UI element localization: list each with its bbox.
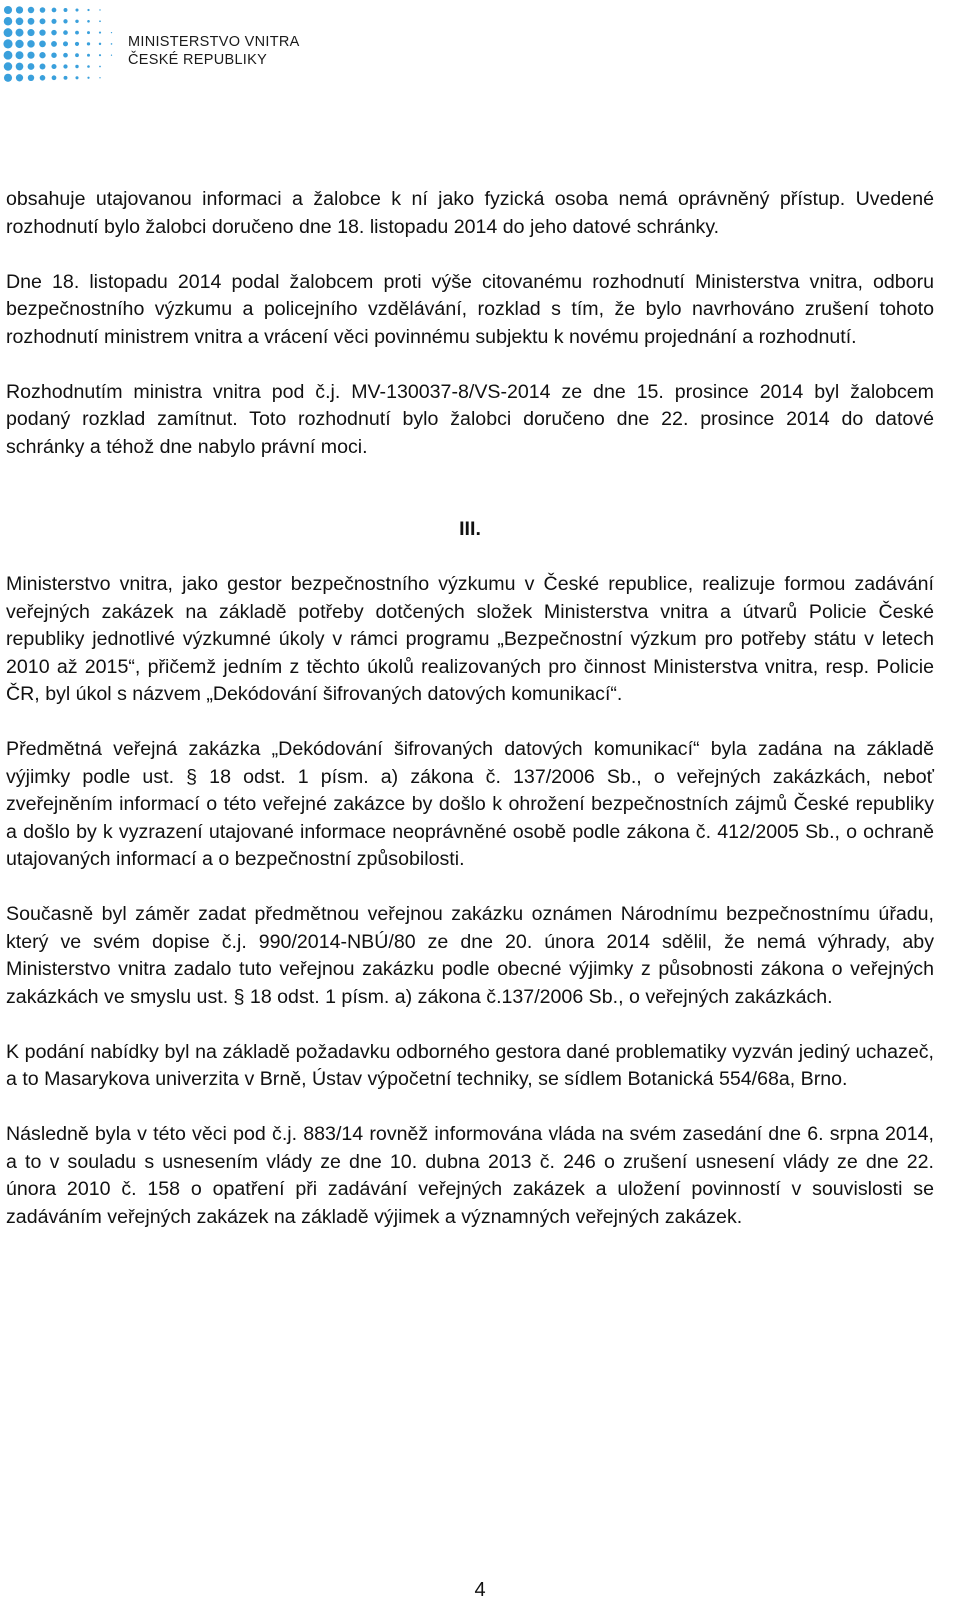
logo-dot — [16, 17, 24, 25]
logo-dot — [99, 54, 101, 56]
logo-dot — [28, 75, 34, 81]
logo-dot — [87, 20, 90, 23]
logo-dot — [111, 43, 113, 45]
logo-dot — [99, 9, 100, 10]
logo-dot — [75, 76, 78, 79]
logo-dot — [39, 29, 45, 35]
logo-dot — [63, 64, 67, 68]
paragraph-4: Ministerstvo vnitra, jako gestor bezpečnostního výzkumu v České republice, realizuje formou zadávání veřejných zakázek na základě potřeby dotčených složek Ministerstva vnitra a útvarů Policie České republiky jednotlivé výzkumné úkoly v rámci programu „Bezpečnostní výzkum pro potřeby státu v letech 2010 až 2015“, přičemž jedním z těchto úkolů realizovaných pro činnost Ministerstva vnitra, resp. Policie ČR, byl úkol s názvem „Dekódování šifrovaných datových komunikací“. — [6, 573, 934, 705]
logo-dot — [40, 18, 46, 24]
logo-dot — [51, 19, 56, 24]
paragraph-3: Rozhodnutím ministra vnitra pod č.j. MV-130037-8/VS-2014 ze dne 15. prosince 2014 byl žalobcem podaný rozklad zamítnut. Toto rozhodnutí bylo žalobci doručeno dne 22. prosince 2014 do datové schránky a téhož dne nabylo právní moci. — [6, 380, 934, 458]
logo-dot — [75, 65, 78, 68]
logo-dot — [87, 77, 89, 79]
logo-dot — [99, 43, 101, 45]
logo-dot — [75, 31, 79, 35]
logo-line-2: ČESKÉ REPUBLIKY — [128, 52, 268, 68]
logo-dot — [28, 18, 35, 25]
logo-dot — [52, 8, 57, 13]
logo-dot — [51, 64, 56, 69]
logo-dot — [99, 77, 100, 78]
logo-dot — [64, 8, 68, 12]
logo-dot — [16, 74, 23, 81]
logo-dot — [3, 39, 12, 48]
logo-dot — [75, 53, 79, 57]
paragraph-6: Současně byl záměr zadat předmětnou veřejnou zakázku oznámen Národnímu bezpečnostnímu úřadu, který ve svém dopise č.j. 990/2014-NBÚ/80 ze dne 20. února 2014 sdělil, že nemá výhrady, aby Ministerstvo vnitra zadalo tuto veřejnou zakázku podle obecné výjimky z působnosti zákona o veřejných zakázkách ve smyslu ust. § 18 odst. 1 písm. a) zákona č.137/2006 Sb., o veřejných zakázkách. — [6, 903, 934, 1008]
logo-dot — [51, 52, 56, 57]
logo-dot — [28, 63, 35, 70]
ministry-logo — [0, 0, 310, 88]
logo-dot — [16, 51, 24, 59]
document-body — [6, 186, 934, 1259]
logo-dot — [39, 41, 46, 48]
logo-dot — [51, 30, 56, 35]
logo-dot — [111, 55, 112, 56]
paragraph-1: obsahuje utajovanou informaci a žalobce k ní jako fyzická osoba nemá oprávněný přístup. Uvedené rozhodnutí bylo žalobci doručeno dne 18. listopadu 2014 do jeho datové schránky. — [6, 188, 934, 238]
logo-dot — [87, 42, 90, 45]
logo-dot — [16, 63, 24, 71]
logo-dot — [87, 31, 90, 34]
logo-dot — [27, 52, 34, 59]
logo-dot — [63, 41, 68, 46]
logo-dot — [40, 75, 46, 81]
paragraph-2: Dne 18. listopadu 2014 podal žalobcem proti výše citovanému rozhodnutí Ministerstva vnitra, odboru bezpečnostního výzkumu a policejního vzdělávání, rozklad s tím, že bylo navrhováno zrušení tohoto rozhodnutí ministrem vnitra a vrácení věci povinnému subjektu k novému projednání a rozhodnutí. — [6, 270, 934, 348]
ministry-logo-text — [128, 33, 300, 69]
logo-dot — [75, 42, 79, 46]
logo-dot — [52, 75, 57, 80]
logo-dot — [28, 7, 34, 13]
ministry-logo-icon — [2, 4, 122, 84]
logo-dot — [75, 8, 78, 11]
paragraph-8: Následně byla v této věci pod č.j. 883/14 rovněž informována vláda na svém zasedání dne 6. srpna 2014, a to v souladu s usnesením vlády ze dne 10. dubna 2013 č. 246 o zrušení usnesení vlády ze dne 22. února 2010 č. 158 o opatření při zadávání veřejných zakázek a uložení povinností v souvislosti se zadáváním veřejných zakázek na základě výjimek a významných veřejných zakázek. — [6, 1123, 934, 1228]
logo-dot — [4, 51, 13, 60]
logo-dot — [99, 20, 101, 22]
logo-dot — [27, 29, 34, 36]
logo-dot — [4, 6, 12, 14]
logo-dot — [64, 76, 68, 80]
logo-dot — [75, 20, 78, 23]
logo-dot — [87, 54, 90, 57]
logo-dot — [51, 41, 57, 47]
logo-dot — [63, 53, 68, 58]
page-number: 4 — [474, 1579, 486, 1601]
logo-dot — [63, 19, 67, 23]
section-heading: III. — [459, 518, 481, 540]
logo-dot — [87, 65, 90, 68]
logo-dot — [40, 7, 46, 13]
logo-dot — [4, 28, 13, 37]
logo-dot — [4, 17, 12, 25]
logo-dot — [99, 66, 101, 68]
logo-dot — [16, 6, 23, 13]
paragraph-5: Předmětná veřejná zakázka „Dekódování šifrovaných datových komunikací“ byla zadána na základě výjimky podle ust. § 18 odst. 1 písm. a) zákona č. 137/2006 Sb., o veřejných zakázkách, neboť zveřejněním informací o této veřejné zakázce by došlo k ohrožení bezpečnostních zájmů České republiky a došlo by k vyzrazení utajované informace neoprávněné osobě podle zákona č. 412/2005 Sb., o ochraně utajovaných informací a o bezpečnostní způsobilosti. — [6, 738, 934, 870]
logo-dot — [4, 74, 12, 82]
logo-dot — [63, 30, 68, 35]
paragraph-7: K podání nabídky byl na základě požadavku odborného gestora dané problematiky vyzván jediný uchazeč, a to Masarykova univerzita v Brně, Ústav výpočetní techniky, se sídlem Botanická 554/68a, Brno. — [6, 1040, 934, 1090]
logo-dot — [16, 29, 24, 37]
logo-dot — [99, 32, 101, 34]
logo-dot — [87, 9, 89, 11]
logo-dot — [27, 40, 35, 48]
logo-dot — [39, 52, 45, 58]
logo-dot — [15, 40, 23, 48]
logo-line-1: MINISTERSTVO VNITRA — [128, 34, 300, 50]
logo-dot — [4, 62, 12, 70]
logo-dot — [111, 32, 112, 33]
logo-dot — [40, 64, 46, 70]
